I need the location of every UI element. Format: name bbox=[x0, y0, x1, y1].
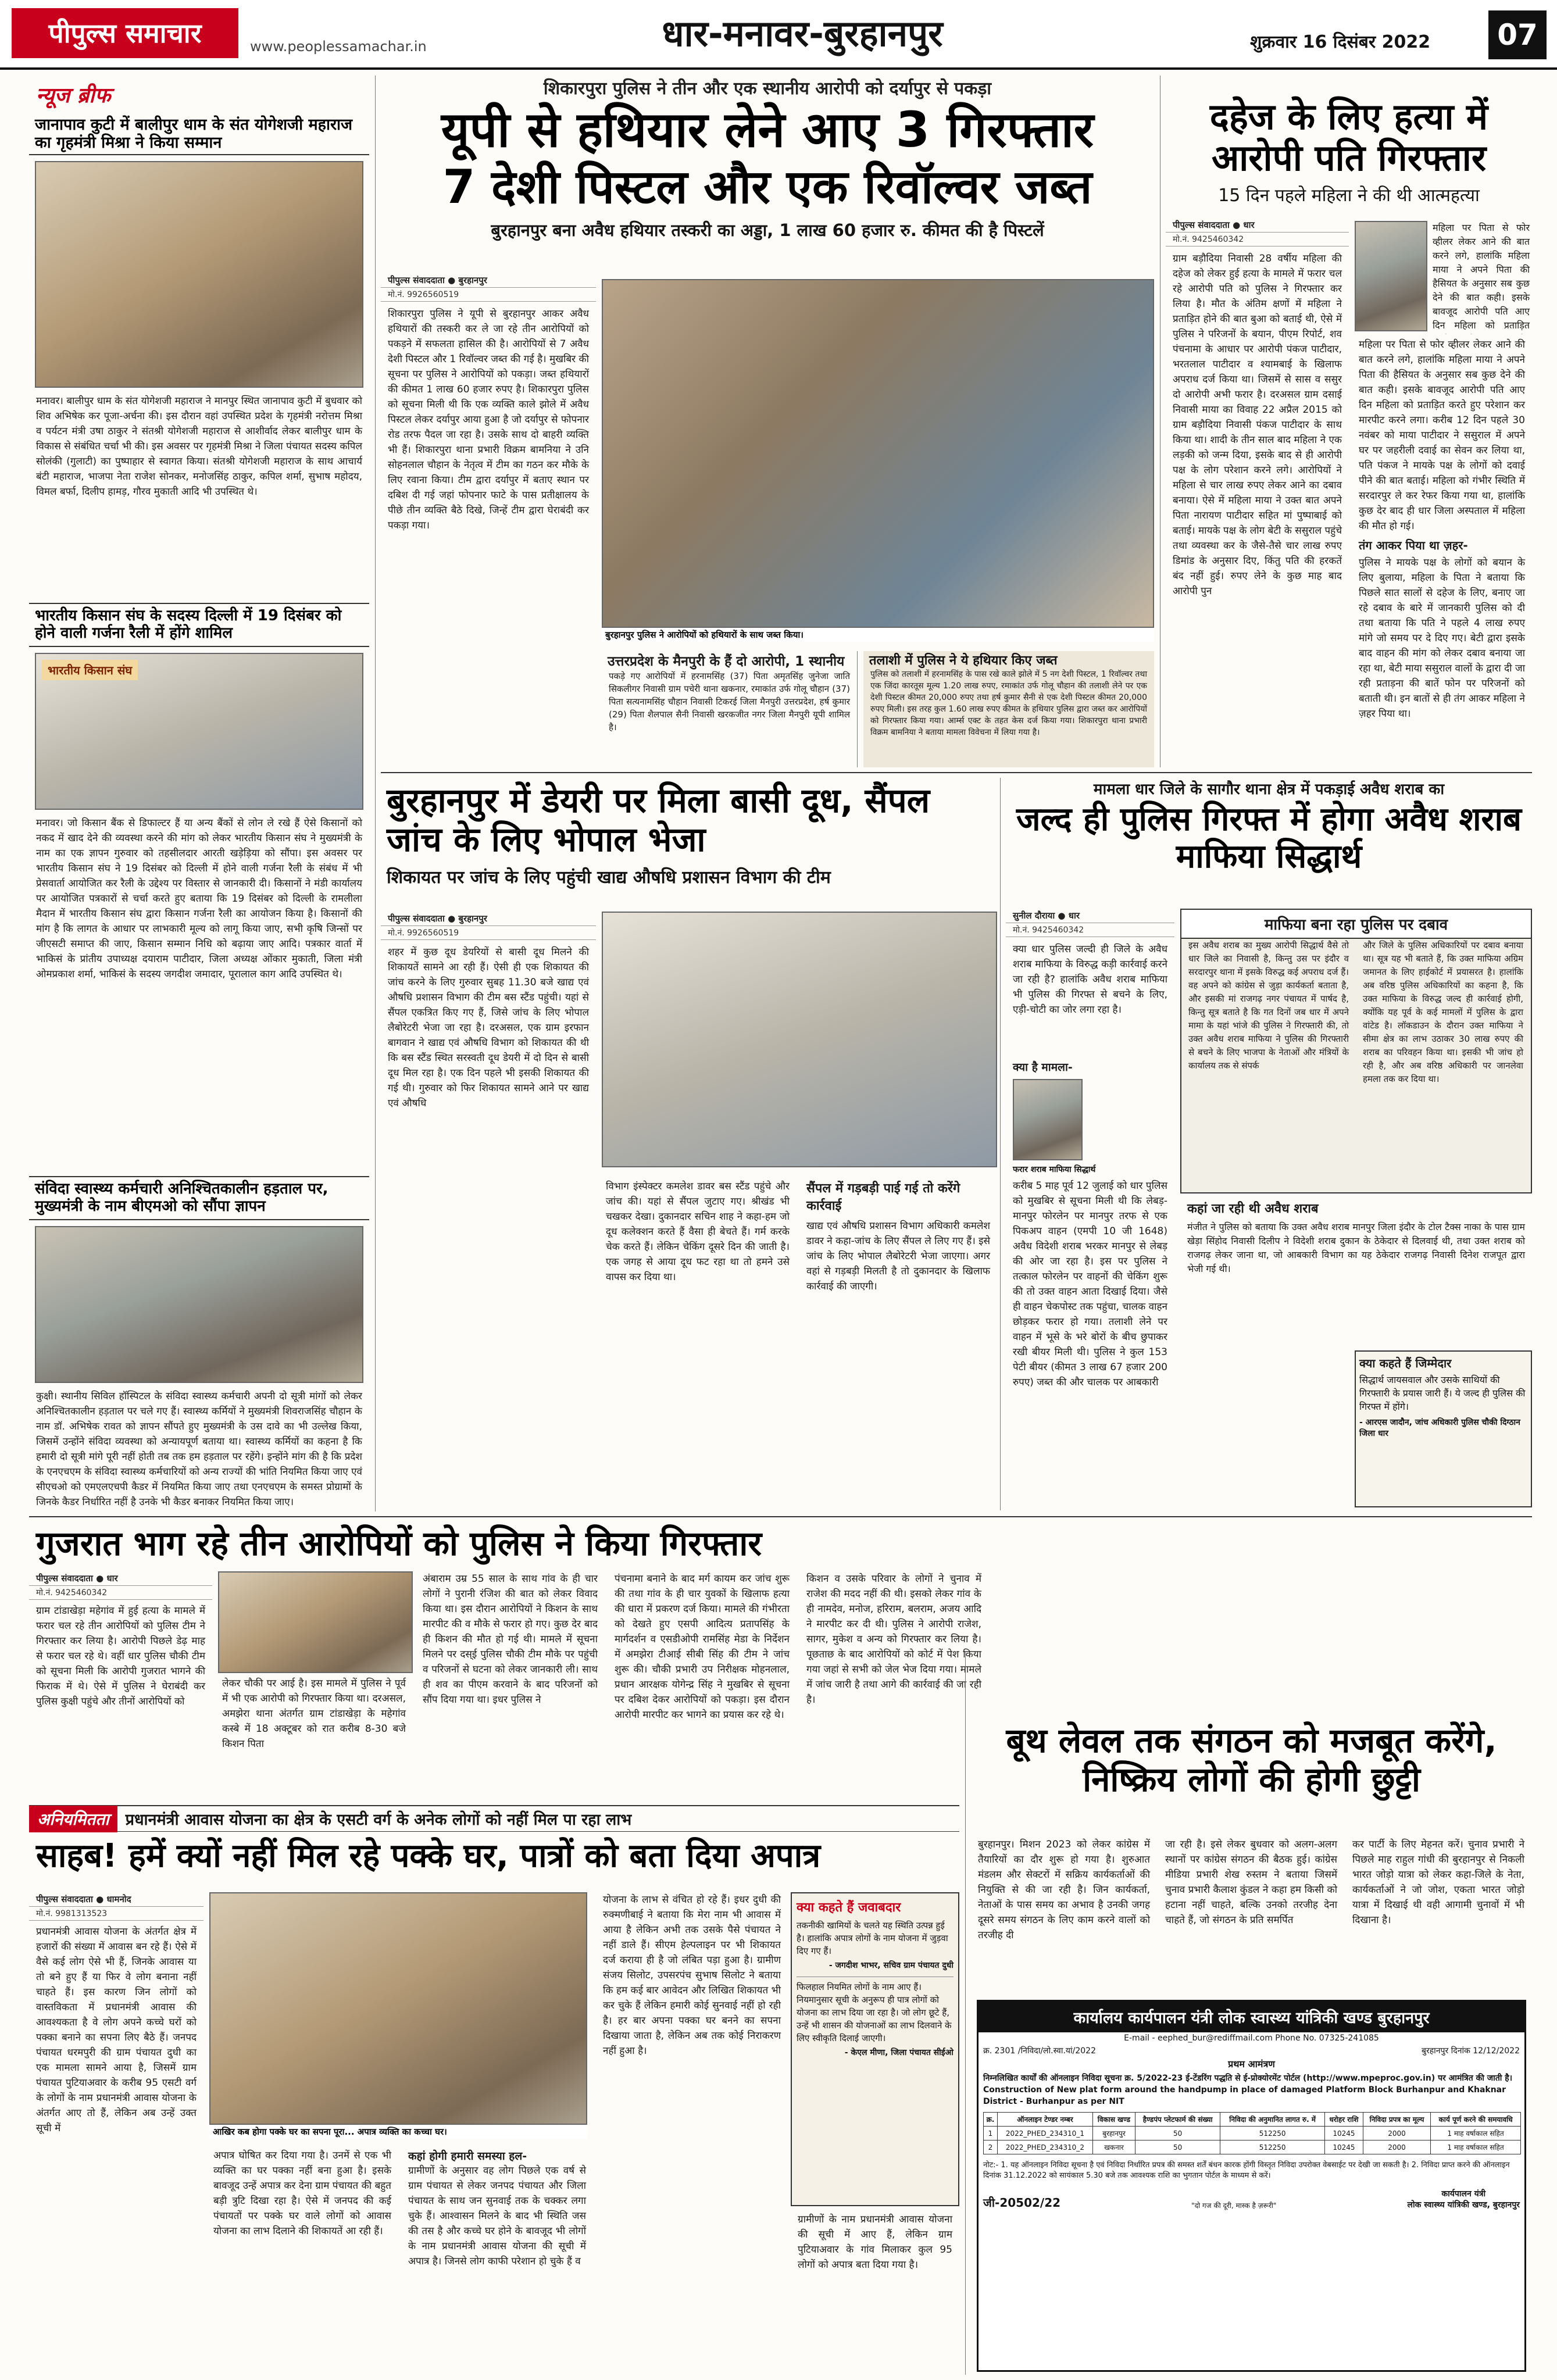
tender-cell: बुरहानपुर bbox=[1092, 2127, 1135, 2140]
gujarat-text-4: किशन व उसके परिवार के लोगों ने चुनाव में राजेश की मदद नहीं की थी। इसको लेकर गांव के ही नामदेव, मनोज, हरिराम, बलराम, अजय आदि ने मारपीट कर दी थी। पुलिस ने आरोपी राजेश, सागर, मुकेश व अन्य को गिरफ्तार कर लिया है। पूछताछ के बाद आरोपियों को कोर्ट में पेश किया गया जहां से सभी को जेल भेज दिया गया। मामले में जांच जारी है तथा आगे की कार्रवाई की जा रही है। bbox=[806, 1573, 981, 1706]
liquor-quote-text: सिद्धार्थ जायसवाल और उसके साथियों की गिरफ्तारी के प्रयास जारी हैं। ये जल्द ही पुलिस की गिरफ्त में होंगे। bbox=[1359, 1374, 1526, 1412]
liquor-mobile: मो.नं. 9425460342 bbox=[1006, 923, 1174, 937]
section-divider bbox=[381, 772, 1532, 773]
dowry-deck: 15 दिन पहले महिला ने की थी आत्महत्या bbox=[1218, 185, 1480, 206]
tender-cell: 50 bbox=[1135, 2127, 1220, 2140]
tender-cell: 2022_PHED_234310_2 bbox=[997, 2140, 1092, 2154]
tender-cell: 10245 bbox=[1324, 2140, 1363, 2154]
liquor-quote-byline: - आरएस जादौन, जांच अधिकारी पुलिस चौकी दिग्ठान जिला धार bbox=[1359, 1418, 1520, 1438]
dowry-col-1 bbox=[1166, 218, 1349, 767]
tender-sign-2: लोक स्वास्थ्य यांत्रिकी खण्ड, बुरहानपुर bbox=[1407, 2200, 1520, 2210]
news-brief-column bbox=[29, 76, 369, 1511]
gujarat-text-photo: लेकर चौकी पर आई है। इस मामले में पुलिस ने पूर्व में भी एक आरोपी को गिरफ्तार किया था। दरअसल, अमझेरा थाना अंतर्गत ग्राम टांडाखेड़ा के महेगांव कस्बे में 18 अक्टूबर को रात करीब 8-30 बजे किशन पिता bbox=[222, 1678, 406, 1750]
awas-tag-bar bbox=[29, 1805, 959, 1832]
awas-quote-heading: क्या कहते हैं जवाबदार bbox=[797, 1900, 901, 1915]
liquor-quote-heading: क्या कहते हैं जिम्मेदार bbox=[1359, 1356, 1452, 1370]
dowry-text-2b: महिला पर पिता से फोर व्हीलर लेकर आने की बात करने लगे, हालांकि महिला माया ने अपने पिता की हैसियत के अनुसार सब कुछ देने की बात कही। इसके बावजूद आरोपी पति आए दिन महिला को प्रताड़ित करते हुए परेशान कर मारपीट करने लगा। करीब 12 दिन पहले 30 नवंबर को माया पाटीदार ने ससुराल में अपने घर पर जहरीली दवाई का सेवन कर लिया था, पति पंकज ने मायके पक्ष के लोगों को दवाई पीने की बात बताई। महिला को गंभीर स्थिति में सरदारपुर ले कर रेफर किया गया था, हालांकि कुछ देर बाद ही धार जिला अस्पताल में महिला की मौत हो गई। bbox=[1359, 339, 1525, 532]
liquor-accused-photo bbox=[1013, 1079, 1083, 1160]
brief-headline-3: संविदा स्वास्थ्य कर्मचारी अनिश्चितकालीन हड़ताल पर, मुख्यमंत्री के नाम बीएमओ को सौंपा ज्ञापन bbox=[29, 1176, 369, 1220]
liquor-mafia-box bbox=[1180, 909, 1532, 1193]
lead-box-accused-text: पकड़े गए आरोपियों में हरनामसिंह (37) पिता अमृतसिंह जुनेजा जाति सिकलीगर निवासी ग्राम पचेरी थाना खकनार, रमाकांत उर्फ गोलू चौहान (37) पिता सत्यनामसिंह चौहान निवासी टिकरई जिला मैनपुरी उत्तरप्रदेश, हर्ष कुमार (29) पिता शैलपाल सैनी निवासी खरकजीत नगर जिला मैनपुरी यूपी शामिल है। bbox=[609, 671, 850, 732]
lead-headline-2: 7 देशी पिस्टल और एक रिवॉल्वर जब्त bbox=[442, 159, 1092, 214]
awas-text-2: अपात्र घोषित कर दिया गया है। उनमें से एक भी व्यक्ति का घर पक्का नहीं बना हुआ है। इसके बावजूद उन्हें अपात्र कर देना ग्राम पंचायत की बहुत बड़ी त्रुटि दिखा रहा है। ऐसे में जनपद की कई पंचायतों पर पक्के घर वाले लोगों को आवास योजना का लाभ दिलाने की शिकायतें आ रही हैं। bbox=[213, 2150, 391, 2237]
dowry-mobile: मो.नं. 9425460342 bbox=[1166, 233, 1349, 246]
lead-box-accused bbox=[602, 651, 858, 767]
tender-date: बुरहानपुर दिनांक 12/12/2022 bbox=[1421, 2046, 1520, 2056]
awas-quote-1: तकनीकी खामियों के चलते यह स्थिति उत्पन्न हुई है। हालांकि अपात्र लोगों के नाम योजना में जुड़वा दिए गए हैं। bbox=[797, 1920, 948, 1956]
issue-date: शुक्रवार 16 दिसंबर 2022 bbox=[1250, 32, 1431, 52]
masthead bbox=[0, 0, 1557, 70]
section-divider bbox=[29, 1516, 1532, 1517]
awas-byline: पीपुल्स संवाददाता ● धामनोद bbox=[29, 1892, 203, 1907]
tender-cell: 50 bbox=[1135, 2140, 1220, 2154]
lead-text-block bbox=[381, 273, 596, 756]
awas-col-3 bbox=[401, 2148, 593, 2375]
tender-office: कार्यालय कार्यपालन यंत्री लोक स्वास्थ्य यांत्रिकी खण्ड बुरहानपुर bbox=[979, 2002, 1524, 2032]
liquor-text-1: क्या धार पुलिस जल्दी ही जिले के अवैध शराब माफिया के विरुद्ध कड़ी कार्रवाई करने जा रही है? हालांकि अवैध शराब माफिया भी पुलिस की गिरफ्त से बचने के लिए, एड़ी-चोटी का जोर लगा रहा है। bbox=[1013, 944, 1167, 1016]
dowry-accused-photo bbox=[1355, 221, 1427, 331]
lead-byline: पीपुल्स संवाददाता ● बुरहानपुर bbox=[381, 273, 596, 288]
dairy-col-2 bbox=[599, 1179, 797, 1510]
awas-headline: साहब! हमें क्यों नहीं मिल रहे पक्के घर, पात्रों को बता दिया अपात्र bbox=[36, 1837, 821, 1875]
lead-story bbox=[381, 76, 1154, 767]
gujarat-story bbox=[29, 1522, 988, 1801]
gujarat-col-1 bbox=[29, 1571, 212, 1801]
masthead-url[interactable]: www.peoplessamachar.in bbox=[250, 38, 427, 55]
dairy-deck: शिकायत पर जांच के लिए पहुंची खाद्य औषधि प्रशासन विभाग की टीम bbox=[387, 867, 831, 888]
tender-ref-row bbox=[979, 2044, 1524, 2057]
tender-signatory bbox=[1407, 2188, 1520, 2210]
liquor-mafia-box-text-1: इस अवैध शराब का मुख्य आरोपी सिद्धार्थ वैसे तो धार जिले का निवासी है, किन्तु उस पर इंदौर व सरदारपुर थाना में इसके विरुद्ध कई अपराध दर्ज हैं। वह अपने को कांग्रेस से जुड़ा कार्यकर्ता बताता है, और इसकी मां राजगढ़ नगर पंचायत में पार्षद है, किन्तु सूत्र बताते है कि गत दिनों जब धार में अपने मामा के यहां भांजे की पुलिस ने गिरफ्तारी की, तो उक्त अवैध शराब माफिया ने पुलिस की गिरफ्तारी से बचने के लिए भाजपा के नेताओं और मंत्रियों के कार्यालय तक से संपर्क bbox=[1188, 940, 1349, 1071]
page-number: 07 bbox=[1488, 10, 1547, 59]
tender-cell: 2000 bbox=[1363, 2140, 1430, 2154]
lead-headline-1: यूपी से हथियार लेने आए 3 गिरफ्तार bbox=[441, 101, 1094, 158]
awas-text-4: योजना के लाभ से वंचित हो रहे हैं। इधर दुधी की रुक्मणीबाई ने बताया कि मेरा नाम भी आवास में आया है लेकिन अभी तक उसके पैसे पंचायत ने नहीं डाले हैं। सीएम हेल्पलाइन पर भी शिकायत दर्ज कराया ही है जो लंबित पड़ा हुआ है। ग्रामीण संजय सिलोट, उपसरपंच सुभाष सिलोट ने बताया कि हम कई बार आवेदन और लिखित शिकायत भी कर चुके हैं लेकिन हमारी कोई सुनवाई नहीं हो रही है। हर बार अपना पक्का घर बनने का सपना दिखाया जाता है, लेकिन अब तक कोई निराकरण नहीं हुआ है। bbox=[603, 1894, 781, 2057]
awas-kicker: प्रधानमंत्री आवास योजना का क्षेत्र के एसटी वर्ग के अनेक लोगों को नहीं मिल पा रहा लाभ bbox=[125, 1811, 632, 1829]
gujarat-text-3: पंचनामा बनाने के बाद मर्ग कायम कर जांच शुरू की तथा गांव के ही चार युवकों के खिलाफ हत्या की धारा में प्रकरण दर्ज किया। मामले की गंभीरता को देखते हुए एसपी आदित्य प्रतापसिंह के मार्गदर्शन व एसडीओपी रामसिंह मेडा के निर्देशन में अमझेरा टीआई सीबी सिंह की टीम ने जांच शुरू की। चौकी प्रभारी उप निरीक्षक मोहनलाल, प्रधान आरक्षक योगेन्द्र सिंह ने मुखबिर से सूचना पर दबिश देकर आरोपियों को पकड़ा। इस दौरान आरोपी मारपीट कर भागने का प्रयास कर रहे थे। bbox=[615, 1573, 790, 1721]
brief-text-1: मनावर। बालीपुर धाम के संत योगेशजी महाराज ने मानपुर स्थित जानापाव कुटी में बुधवार को शिव अभिषेक कर पूजा-अर्चना की। इस दौरान वहां उपस्थित प्रदेश के गृहमंत्री नरोत्तम मिश्रा व पर्यटन मंत्री उषा ठाकुर ने संतश्री योगेशजी महाराज से आशीर्वाद लेकर बालीपुर धाम के विकास से संबंधित चर्चा भी की। इस अवसर पर गृहमंत्री मिश्रा ने जिला पंचायत सदस्य कपिल सोलंकी (गुलाटी) का पुष्पाहार से स्वागत किया। संतश्री योगेशजी महाराज के साथ आचार्य बंटी महाराज, भाजपा नेता राजेश सोनकर, मनोजसिंह ठाकुर, कपिल शर्मा, सुभाष महोदय, विमल बर्फा, दिलीप हामड़, गौरव मुकाती आदि भी उपस्थित थे। bbox=[36, 395, 362, 498]
liquor-destination bbox=[1180, 1199, 1532, 1345]
tender-intro: निम्नलिखित कार्यों की ऑनलाइन निविदा सूचना क्र. 5/2022-23 ई-टेंडरिंग पद्धति से ई-प्रोक्योरमेंट पोर्टल (http://www.mpeproc.gov.in) पर आमंत्रित की जाती है। Construction of New plat form around the handpump in place of damaged Platform Block Burhanpur and Khaknar District - Burhanpur as per NIT bbox=[983, 2074, 1513, 2106]
booth-headline: बूथ लेवल तक संगठन को मजबूत करेंगे, निष्क्रिय लोगों की होगी छुट्टी bbox=[1006, 1721, 1497, 1799]
masthead-logo: पीपुल्स समाचार bbox=[12, 8, 238, 58]
liquor-text-2: करीब 5 माह पूर्व 12 जुलाई को धार पुलिस को मुखबिर से सूचना मिली थी कि लेबड़-मानपुर फोरलेन पर मानपुर तरफ से एक पिकअप वाहन (एमपी 10 जी 1648) अवैध विदेशी शराब भरकर मानपुर से लेबड़ की ओर जा रहा है। इस पर पुलिस ने तत्काल फोरलेन पर वाहनों की चेकिंग शुरू की तो उक्त वाहन आता दिखाई दिया। जैसे ही वाहन चेकपोस्ट तक पहुंचा, चालक वाहन छोड़कर फरार हो गया। तलाशी लेने पर वाहन में भूसे के भरे बोरों के बीच छुपाकर रखी बीयर मिली थी। पुलिस ने कुल 153 पेटी बीयर (कीमत 3 लाख 67 हजार 200 रुपए) जब्त की और चालक पर आबकारी bbox=[1013, 1180, 1167, 1388]
awas-mobile: मो.नं. 9981313523 bbox=[29, 1907, 203, 1921]
awas-quote-box bbox=[791, 1892, 959, 2206]
tender-cell: 1 bbox=[984, 2127, 998, 2140]
awas-text-3: ग्रामीणों के अनुसार वह लोग पिछले एक वर्ष से ग्राम पंचायत से लेकर जनपद पंचायत और जिला पंचायत के साथ जन सुनवाई तक के चक्कर लगा चुके हैं। आश्वासन मिलने के बाद भी स्थिति जस की तस है और कच्चे घर होने के बावजूद भी लोगों के नाम प्रधानमंत्री आवास योजना की सूची में अपात्र है। जिनसे लोग काफी परेशान हो चुके हैं व bbox=[408, 2165, 586, 2267]
liquor-byline: सुनील दौराया ● धार bbox=[1006, 909, 1174, 923]
brief-photo-2 bbox=[35, 653, 363, 810]
dowry-subheading: तंग आकर पिया था ज़हर- bbox=[1359, 538, 1468, 552]
lead-photo-caption: बुरहानपुर पुलिस ने आरोपियों को हथियारों के साथ जब्त किया। bbox=[602, 628, 1154, 642]
tender-number: क्र. 2301 /निविदा/लो.स्वा.यां/2022 bbox=[983, 2046, 1096, 2056]
tender-code: जी-20502/22 bbox=[983, 2196, 1061, 2210]
tender-slogan: "दो गज की दूरी, मास्क है ज़रूरी" bbox=[1191, 2202, 1277, 2210]
lead-mobile: मो.नं. 9926560519 bbox=[381, 288, 596, 302]
dairy-byline: पीपुल्स संवाददाता ● बुरहानपुर bbox=[381, 912, 596, 926]
lead-photo bbox=[602, 279, 1154, 628]
column-divider bbox=[375, 76, 376, 1511]
gujarat-byline: पीपुल्स संवाददाता ● धार bbox=[29, 1571, 212, 1586]
tender-footer bbox=[979, 2185, 1524, 2214]
awas-photo bbox=[209, 1892, 587, 2125]
dairy-photo bbox=[602, 912, 997, 1167]
tender-header-cell: विकास खण्ड bbox=[1092, 2113, 1135, 2127]
table-row bbox=[984, 2140, 1521, 2154]
gujarat-text-2: अंबाराम उम्र 55 साल के साथ गांव के ही चार लोगों ने पुरानी रंजिश की बात को लेकर विवाद किया था। इस दौरान आरोपियों ने किशन के साथ मारपीट की व मौके से फरार हो गए। कुछ देर बाद ही किशन की मौत हो गई थी। मामले में सूचना मिलने पर दस्ई पुलिस चौकी टीम मौके पर पहुंची व परिजनों से घटना को लेकर जानकारी ली। साथ ही शव का पीएम करवाने के बाद परिजनों को सौंप दिया गया था। इधर पुलिस ने bbox=[423, 1573, 598, 1706]
tender-email: E-mail - eephed_bur@rediffmail.com Phone No. 07325-241085 bbox=[1124, 2034, 1379, 2043]
dairy-col-1 bbox=[381, 912, 596, 1510]
awas-quote-2-byline: - केएल मीणा, जिला पंचायत सीईओ bbox=[844, 2048, 954, 2057]
dowry-story bbox=[1166, 96, 1532, 767]
brief-photo-banner: भारतीय किसान संघ bbox=[42, 660, 138, 680]
awas-text-1: प्रधानमंत्री आवास योजना के अंतर्गत क्षेत्र में हजारों की संख्या में आवास बन रहे हैं। ऐसे में वैसे कई लोग ऐसे भी हैं, जिनके आवास या तो बने हुए हैं या फिर वे लोग बनाना नहीं चाहते हैं। इस कारण जिन लोगों को वास्तविकता में प्रधानमंत्री आवास की आवश्यकता है वे लोग अपने कच्चे घरों को पक्का बनाने का सपना लिए बैठे हैं। जनपद पंचायत धरमपुरी की ग्राम पंचायत दुधी का एक मामला सामने आया है, जिसमें ग्राम पंचायत पुटियाअवार के करीब 95 एसटी वर्ग के लोगों के नाम प्रधानमंत्री आवास योजना के अंतर्गत आए तो हैं, लेकिन अब उन्हें उक्त सूची में bbox=[36, 1926, 197, 2134]
liquor-quote bbox=[1355, 1350, 1532, 1507]
awas-col-1 bbox=[29, 1892, 203, 2375]
tender-cell: खकनार bbox=[1092, 2140, 1135, 2154]
lead-box-seized-heading: तलाशी में पुलिस ने ये हथियार किए जब्त bbox=[869, 653, 1058, 668]
lead-box-accused-heading: उत्तरप्रदेश के मैनपुरी के हैं दो आरोपी, 1 स्थानीय bbox=[608, 654, 845, 669]
tender-cell: 2000 bbox=[1363, 2127, 1430, 2140]
table-row bbox=[984, 2127, 1521, 2140]
lead-kicker: शिकारपुरा पुलिस ने तीन और एक स्थानीय आरोपी को दर्यापुर से पकड़ा bbox=[543, 78, 992, 99]
column-divider bbox=[1000, 778, 1001, 1510]
lead-box-seized-text: पुलिस को तलाशी में हरनामसिंह के पास रखे काले झोले में 5 नग देशी पिस्टल, 1 रिवॉल्वर तथा एक जिंदा कारतूस मूल्य 1.20 लाख रुपए, रमाकांत उर्फ गोलू चौहान की तलाशी लेने पर एक देशी पिस्टल कीमत 20,000 रुपए तथा हर्ष कुमार सैनी से एक देशी पिस्टल कीमत 20,000 रुपए मिली। इस तरह कुल 1.60 लाख रुपए कीमत के हथियार पुलिस द्वारा जब्त कर आरोपियों को गिरफ्तार किया गया। आर्म्स एक्ट के तहत केस दर्ज किया गया। शिकारपुरा थाना प्रभारी विक्रम बामनिया ने बताया मामला विवेचना में लिया गया है। bbox=[870, 670, 1147, 737]
tender-cell: 512250 bbox=[1220, 2127, 1325, 2140]
tender-cell: 1 माह वर्षाकाल सहित bbox=[1431, 2127, 1521, 2140]
booth-text-2: जा रही है। इसे लेकर बुधवार को अलग-अलग स्थानों पर कांग्रेस संगठन की बैठक हुई। कांग्रेस मीडिया प्रभारी शेख रुस्तम ने बताया जिसमें चुनाव प्रभारी कैलाश कुंडल ने कहा हम किसी को हटाना नहीं चाहते, बल्कि उनको तरजीह देना चाहते हैं, जो संगठन के प्रति समर्पित bbox=[1165, 1839, 1337, 1926]
awas-photo-caption: आखिर कब होगा पक्के घर का सपना पूरा... अपात्र व्यक्ति का कच्चा घर। bbox=[209, 2125, 587, 2139]
tender-header-cell: धरोहर राशि bbox=[1324, 2113, 1363, 2127]
awas-text-5: ग्रामीणों के नाम प्रधानमंत्री आवास योजना की सूची में आए हैं, लेकिन ग्राम पुटियाअवार के गांव मिलाकर कुल 95 लोगों को अपात्र बता दिया गया है। bbox=[798, 2214, 952, 2271]
dairy-text-2: विभाग इंस्पेक्टर कमलेश डावर बस स्टैंड पहुंचे और जांच की। यहां से सैंपल जुटाए गए। श्रीखंड भी चखकर देखा। दुकानदार सचिन शाह ने कहा-हम जो दूध कलेक्शन करते हैं वैसा ही बेचते हैं। गर्म करके चेक करते हैं। लेकिन चेकिंग दूसरे दिन की जाती है। एक जगह से आया दूध फट रहा था तो हमने उसे वापस कर दिया था। bbox=[606, 1181, 790, 1283]
gujarat-text-1: ग्राम टांडाखेड़ा महेगांव में हुई हत्या के मामले में फरार चल रहे तीन आरोपियों को पुलिस टीम ने गिरफ्तार कर लिया है। आरोपी पिछले डेढ़ माह से फरार चल रहे थे। वहीं धार पुलिस चौकी टीम को सूचना मिली कि आरोपी गुजरात भागने की फिराक में थे। ऐसे में पुलिस ने घेराबंदी कर पुलिस कुक्षी पहुंचे और तीनों आरोपियों को bbox=[36, 1605, 205, 1707]
tender-header-cell: निविदा की अनुमानित लागत रु. में bbox=[1220, 2113, 1325, 2127]
brief-photo-1 bbox=[35, 161, 363, 388]
tender-table-header bbox=[984, 2113, 1521, 2127]
tender-note: नोट:- 1. यह ऑनलाइन निविदा सूचना है एवं निविदा निर्धारित प्रपत्र की समस्त शर्तें बंधन कारक होंगी विस्तृत निविदा उपरोक्त वेबसाईट पर देखी जा सकती है। 2. निविदा प्राप्त करने की ऑनलाइन दिनांक 31.12.2022 को सायंकाल 5.30 बजे तक आवश्यक राशि का भुगतान पोर्टल के माध्यम से करें। bbox=[983, 2161, 1510, 2180]
dairy-story bbox=[381, 778, 997, 1510]
dowry-col-2 bbox=[1352, 337, 1532, 767]
liquor-photo-caption: फरार शराब माफिया सिद्धार्थ bbox=[1013, 1165, 1096, 1174]
dairy-text-3: खाद्य एवं औषधि प्रशासन विभाग अधिकारी कमलेश डावर ने कहा-जांच के लिए सैंपल ले लिए गए हैं। इसे जांच के लिए भोपाल लैबोरेटरी भेजा जाएगा। अगर वहां से गड़बड़ी मिलती है तो दुकानदार के खिलाफ कार्रवाई की जाएगी। bbox=[806, 1220, 991, 1292]
lead-body: शिकारपुरा पुलिस ने यूपी से बुरहानपुर आकर अवैध हथियारों की तस्करी कर ले जा रहे तीन आरोपियों को पकड़ने में सफलता हासिल की है। आरोपियों से 7 अवैध देशी पिस्टल और 1 रिवॉल्वर जब्त की गई है। मुखबिर की सूचना पर पुलिस ने आरोपियों को पकड़ा। जब्त हथियारों की कीमत 1 लाख 60 हजार रुपए है। शिकारपुरा पुलिस को सूचना मिली थी कि एक व्यक्ति काले झोले में अवैध पिस्टल लेकर दर्यापुर आया हुआ है जो दर्यापुर से फोपनार रोड तरफ पैदल जा रहा है। उसके साथ दो बाहरी व्यक्ति भी हैं। शिकारपुरा थाना प्रभारी विक्रम बामनिया ने उनि सोहनलाल चौहान के नेतृत्व में टीम का गठन कर मौके के लिए रवाना किया। टीम द्वारा दर्यापुर में बताए स्थान पर दबिश दी गई जहां फोपनार फाटे के पास प्रतीक्षालय के पीछे तीन व्यक्ति बैठे दिखे, जिन्हें टीम द्वारा घेराबंदी कर पकड़ा गया। bbox=[388, 308, 589, 531]
liquor-subheading-1: क्या है मामला- bbox=[1013, 1061, 1073, 1074]
brief-text-2: मनावर। जो किसान बैंक से डिफाल्टर हैं या अन्य बैंकों से लोन ले रखे हैं ऐसे किसानों को नकद में खाद देने की व्यवस्था करने की मांग को लेकर भारतीय किसान संघ ने मुख्यमंत्री के नाम का एक ज्ञापन गुरुवार को तहसीलदार आरती खड़ेड़िया को सौंपा। इस अवसर पर भारतीय किसान संघ ने 19 दिसंबर को दिल्ली में होने वाली गर्जना रैली के संबंध में भी प्रेसवार्ता आयोजित कर रैली के उद्देश्य पर विस्तार से जानकारी दी। किसानों ने मंडी कार्यालय पर आयोजित पत्रकारों से चर्चा करते हुए बताया कि 19 दिसंबर को दिल्ली के रामलीला मैदान में भारतीय किसान संघ द्वारा किसान गर्जना रैली का आयोजन किया है। किसानों की मांग है कि लागत के आधार पर लाभकारी मूल्य को लागू किया जाए, सभी कृषि जिन्सों पर जीएसटी समाप्त की जाए, किसान सम्मान निधि को बढ़ाया जाए आदि। पत्रकार वार्ता में भाकिसं के प्रांतीय उपाध्यक्ष दयाराम पाटीदार, जिला अध्यक्ष ओंकार मुकाती, जिला मंत्री ओमप्रकाश शर्मा, भाकिसं के सदस्य जगदीश जमादार, पूरालाल काग आदि उपस्थित थे। bbox=[36, 817, 362, 980]
tender-header-cell: निविदा प्रपत्र का मूल्य bbox=[1363, 2113, 1430, 2127]
dairy-subheading: सैंपल में गड़बड़ी पाई गई तो करेंगे कार्रवाई bbox=[806, 1181, 960, 1213]
gujarat-headline: गुजरात भाग रहे तीन आरोपियों को पुलिस ने किया गिरफ्तार bbox=[36, 1524, 762, 1563]
dairy-mobile: मो.नं. 9926560519 bbox=[381, 926, 596, 940]
tender-header-cell: कार्य पूर्ण करने की समयावधि bbox=[1431, 2113, 1521, 2127]
liquor-kicker: मामला धार जिले के सागौर थाना क्षेत्र में पकड़ाई अवैध शराब का bbox=[1093, 781, 1445, 798]
brief-headline-2: भारतीय किसान संघ के सदस्य दिल्ली में 19 दिसंबर को होने वाली गर्जना रैली में होंगे शामिल bbox=[29, 603, 369, 647]
dairy-headline: बुरहानपुर में डेयरी पर मिला बासी दूध, सैंपल जांच के लिए भोपाल भेजा bbox=[387, 781, 930, 859]
tender-header-cell: क्र. bbox=[984, 2113, 998, 2127]
brief-photo-3 bbox=[35, 1226, 363, 1383]
brief-headline-1: जानापाव कुटी में बालीपुर धाम के संत योगेशजी महाराज का गृहमंत्री मिश्रा ने किया सम्मान bbox=[29, 113, 369, 155]
tender-cell: 512250 bbox=[1220, 2140, 1325, 2154]
dowry-text-3: पुलिस ने मायके पक्ष के लोगों को बयान के लिए बुलाया, महिला के पिता ने बताया कि पिछले सात सालों से दहेज के लिए, बनाए जा रहे दबाव के बारे में जानकारी पुलिस को दी तथा बताया कि पति ने पहले 4 लाख रुपए मांगे जो समय पर दे दिए गए। बेटी द्वारा इसके बाद वाहन की मांग को लेकर दबाव बनाया जा रहा था, बेटी माया ससुराल वालों के द्वारा दी जा रही प्रताड़ना की बातें फोन पर परिजनों को बताती थी। इन बातों से ही तंग आकर महिला ने ज़हर पिया था। bbox=[1359, 557, 1525, 720]
tender-cell: 2 bbox=[984, 2140, 998, 2154]
gujarat-photo bbox=[218, 1571, 413, 1673]
tender-table bbox=[983, 2112, 1521, 2154]
booth-text-3: कर पार्टी के लिए मेहनत करें। चुनाव प्रभारी ने पिछले माह राहुल गांधी की बुरहानपुर से निकली भारत जोड़ो यात्रा को लेकर कहा-जिले के नेता, कार्यकर्ताओं ने जो जोश, एकता भारत जोड़ो यात्रा में दिखाई थी वही आगामी चुनावों में भी दिखाना है। bbox=[1352, 1839, 1524, 1926]
liquor-mafia-box-text-2: और जिले के पुलिस अधिकारियों पर दबाव बनाया था। सूत्र यह भी बताते हैं, कि उक्त माफिया अग्रिम जमानत के लिए हाईकोर्ट में प्रयासरत है। हालांकि अब वरिष्ठ पुलिस अधिकारियों का कहना है, कि उक्त माफिया के विरुद्ध जल्द ही कार्रवाई होगी, क्योंकि यह पूर्व के कई मामलों में पुलिस के द्वारा वांटेड है। लॉकडाउन के दौरान उक्त माफिया ने सीमा क्षेत्र का लाभ उठाकर 30 लाख रुपए की शराब का परिवहन किया था। इसकी भी जांच हो रही है, और अब वरिष्ठ अधिकारी पर जानलेवा हमला तक कर दिया था। bbox=[1363, 940, 1523, 1084]
liquor-story bbox=[1006, 778, 1532, 1510]
column-divider bbox=[965, 1651, 966, 2375]
booth-text-1: बुरहानपुर। मिशन 2023 को लेकर कांग्रेस में तैयारियों का दौर शुरू हो गया है। शुरुआत मंडलम और सेक्टरों में सक्रिय कार्यकर्ताओं की नियुक्ति से की जा रही है। जिन कार्यकर्ता, नेताओं के पास समय का अभाव है उनकी जगह दूसरे समय संगठन के लिए काम करने वालों को तरजीह दी bbox=[978, 1839, 1150, 1941]
lead-deck: बुरहानपुर बना अवैध हथियार तस्करी का अड्डा, 1 लाख 60 हजार रु. कीमत की है पिस्टलें bbox=[491, 220, 1044, 240]
tender-title: प्रथम आमंत्रण bbox=[1228, 2059, 1275, 2070]
brief-text-3: कुक्षी। स्थानीय सिविल हॉस्पिटल के संविदा स्वास्थ्य कर्मचारी अपनी दो सूत्री मांगों को लेकर अनिश्चितकालीन हड़ताल पर चले गए हैं। स्वास्थ्य कर्मियों ने मुख्यमंत्री शिवराजसिंह चौहान के नाम डॉ. अभिषेक रावत को ज्ञापन सौंपते हुए मुख्यमंत्री के उस दावे का भी उल्लेख किया, जिसमें उन्होंने संविदा व्यवस्था को अन्यायपूर्ण बताया था। स्वास्थ्य कर्मियों का कहना है कि हमारी दो सूत्री मांगे पूरी नहीं होती तब तक हम हड़ताल पर रहेंगे। इन्होंने मांग की है कि प्रदेश के एनएचएम के संविदा स्वास्थ्य कर्मचारियों को अन्य राज्यों की भांति नियमित किया जाए एवं सीएचओ को एमएलएचपी कैडर में नियमित किया जाए तथा एनएचएम के समस्त प्रोग्रामों के जिनके कैडर निर्धारित नहीं है उनके भी कैडर बनाकर नियमित किया जाए। bbox=[36, 1390, 362, 1508]
dowry-headline: दहेज के लिए हत्या में आरोपी पति गिरफ्तार bbox=[1209, 95, 1488, 180]
tender-header-cell: हैण्डपंप प्लेटफार्म की संख्या bbox=[1135, 2113, 1220, 2127]
tender-header-cell: ऑनलाइन टेण्डर नम्बर bbox=[997, 2113, 1092, 2127]
dairy-col-3 bbox=[799, 1179, 997, 1510]
dowry-text-2a: महिला पर पिता से फोर व्हीलर लेकर आने की बात करने लगे, हालांकि महिला माया ने अपने पिता की हैसियत के अनुसार सब कुछ देने की बात कही। इसके बावजूद आरोपी पति आए दिन महिला को प्रताड़ित bbox=[1433, 222, 1530, 331]
liquor-text-3: मंजीत ने पुलिस को बताया कि उक्त अवैध शराब मानपुर जिला इंदौर के टोल टैक्स नाका के पास ग्राम खेड़ा सिंहोद निवासी दिलीप ने विदेशी शराब दुकान के ठेकेदार से दिलवाई थी, तथा उक्त शराब को राजगढ़ लेकर जाना था, जो आबकारी विभाग का यह ठेकेदार राजगढ़ निवासी दिनेश राजपूत द्वारा भेजी गई थी। bbox=[1187, 1221, 1525, 1274]
awas-tag: अनियमितता bbox=[29, 1806, 117, 1832]
tender-sign-1: कार्यपालन यंत्री bbox=[1441, 2189, 1486, 2199]
liquor-col-1 bbox=[1006, 909, 1174, 1510]
dairy-text-1: शहर में कुछ दूध डेयरियों से बासी दूध मिलने की शिकायतें सामने आ रही हैं। ऐसी ही एक शिकायत की जांच करने के लिए गुरुवार सुबह 11.30 बजे खाद्य एवं औषधि प्रशासन विभाग की टीम बस स्टैंड पहुंची। यहां से सैंपल एकत्रित किए गए हैं, जिसे जांच के लिए भोपाल लैबोरेटरी भेजा जा रहा है। दरअसल, एक ग्राम इरफान बागवान ने खाद्य एवं औषधि विभाग को शिकायत की थी कि बस स्टैंड स्थित सरस्वती दूध डेयरी में दो दिन से बासी दूध मिल रहा है। एक दिन पहले भी इसकी शिकायत की गई थी। गुरुवार को फिर शिकायत सामने आने पर खाद्य एवं औषधि bbox=[388, 946, 589, 1109]
awas-quote-1-byline: - जगदीश भाभर, सचिव ग्राम पंचायत दुधी bbox=[829, 1961, 954, 1970]
awas-quote-2: फिलहाल नियमित लोगों के नाम आए हैं। नियमानुसार सूची के अनुरूप ही पात्र लोगों को योजना का लाभ दिया जा रहा है। जो लोग छूटे हैं, उन्हें भी शासन की योजनाओं का लाभ दिलवाने के लिए स्वीकृति दिलाई जाएगी। bbox=[797, 1977, 954, 2045]
section-title: धार-मनावर-बुरहानपुर bbox=[662, 12, 943, 55]
dowry-text-1: ग्राम बड़ौदिया निवासी 28 वर्षीय महिला की दहेज को लेकर हुई हत्या के मामले में फरार चल रहे आरोपी पति को पुलिस ने गिरफ्तार कर लिया है। मौत के अंतिम क्षणों में महिला ने प्रताड़ित होने की बात बुआ को बताई थी, ऐसे में पुलिस ने परिजनों के बयान, पीएम रिपोर्ट, शव पंचनामा के आधार पर आरोपी पंकज पाटीदार, भरतलाल पाटीदार व श्यामबाई के खिलाफ अपराध दर्ज किया था। जिसमें से सास व ससुर दो आरोपी अभी फरार है। दरअसल ग्राम दसाई निवासी माया का विवाह 22 अप्रैल 2015 को ग्राम बड़ौदिया निवासी पंकज पाटीदार के साथ किया था। शादी के तीन साल बाद महिला ने एक लड़की को जन्म दिया, इसके बाद से ही आरोपी पक्ष के लोग परेशान करने लगे। आरोपियों ने महिला से चार लाख रुपए लेकर आने का दबाव बनाया। ऐसे में महिला माया ने उक्त बात अपने पिता नारायण पाटीदार सहित मां पुष्पाबाई को बताई। मायके पक्ष के लोग बेटी के ससुराल पहुंचे तथा व्यवस्था कर के जैसे-तैसे चार लाख रुपए डिमांड के अनुसार दिए, किंतु पति की हरकतें बंद नहीं हुई। रुपए लेने के कुछ माह बाद आरोपी पुन bbox=[1173, 253, 1342, 597]
news-brief-label: न्यूज ब्रीफ bbox=[36, 84, 111, 108]
lead-box-seized bbox=[863, 651, 1154, 767]
liquor-headline: जल्द ही पुलिस गिरफ्त में होगा अवैध शराब माफिया सिद्धार्थ bbox=[1016, 801, 1522, 876]
awas-subheading: कहां होगी हमारी समस्या हल- bbox=[408, 2150, 527, 2163]
booth-story bbox=[971, 1718, 1532, 1991]
tender-cell: 2022_PHED_234310_1 bbox=[997, 2127, 1092, 2140]
tender-ad bbox=[977, 2000, 1526, 2372]
liquor-mafia-box-heading: माफिया बना रहा पुलिस पर दबाव bbox=[1181, 910, 1531, 939]
awas-story bbox=[29, 1805, 959, 2375]
gujarat-mobile: मो.नं. 9425460342 bbox=[29, 1586, 212, 1600]
tender-cell: 10245 bbox=[1324, 2127, 1363, 2140]
tender-cell: 1 माह वर्षाकाल सहित bbox=[1431, 2140, 1521, 2154]
dowry-byline: पीपुल्स संवाददाता ● धार bbox=[1166, 218, 1349, 233]
liquor-subheading-2: कहां जा रही थी अवैध शराब bbox=[1187, 1202, 1319, 1216]
